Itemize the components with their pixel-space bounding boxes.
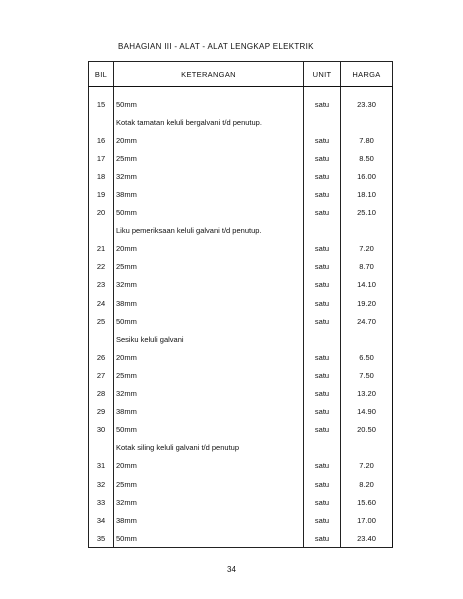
row-harga bbox=[341, 222, 393, 240]
row-bil bbox=[89, 113, 114, 131]
row-harga: 25.10 bbox=[341, 204, 393, 222]
header-keterangan: KETERANGAN bbox=[114, 62, 304, 87]
row-unit: satu bbox=[304, 131, 341, 149]
page-number: 34 bbox=[227, 565, 236, 574]
row-keterangan: 38mm bbox=[114, 511, 304, 529]
row-bil: 23 bbox=[89, 276, 114, 294]
row-harga bbox=[341, 113, 393, 131]
row-unit: satu bbox=[304, 366, 341, 384]
row-bil: 15 bbox=[89, 95, 114, 113]
row-bil: 29 bbox=[89, 403, 114, 421]
section-heading-row bbox=[89, 113, 393, 131]
row-harga bbox=[341, 330, 393, 348]
row-unit: satu bbox=[304, 312, 341, 330]
row-bil: 32 bbox=[89, 475, 114, 493]
row-keterangan: 32mm bbox=[114, 385, 304, 403]
table-row bbox=[89, 385, 393, 403]
row-keterangan: 20mm bbox=[114, 131, 304, 149]
row-harga: 14.90 bbox=[341, 403, 393, 421]
row-bil: 28 bbox=[89, 385, 114, 403]
row-keterangan: 20mm bbox=[114, 240, 304, 258]
row-bil: 24 bbox=[89, 294, 114, 312]
table-row bbox=[89, 185, 393, 203]
row-harga: 7.50 bbox=[341, 366, 393, 384]
row-keterangan: 32mm bbox=[114, 167, 304, 185]
table-body bbox=[89, 87, 393, 548]
row-unit bbox=[304, 222, 341, 240]
row-keterangan: 50mm bbox=[114, 529, 304, 548]
row-keterangan: 32mm bbox=[114, 276, 304, 294]
row-harga: 16.00 bbox=[341, 167, 393, 185]
row-harga: 17.00 bbox=[341, 511, 393, 529]
row-unit: satu bbox=[304, 348, 341, 366]
row-keterangan: 38mm bbox=[114, 185, 304, 203]
row-keterangan: 32mm bbox=[114, 493, 304, 511]
row-unit: satu bbox=[304, 403, 341, 421]
row-unit: satu bbox=[304, 475, 341, 493]
row-harga: 8.50 bbox=[341, 149, 393, 167]
row-unit: satu bbox=[304, 240, 341, 258]
row-bil: 20 bbox=[89, 204, 114, 222]
row-harga: 23.40 bbox=[341, 529, 393, 548]
row-bil: 22 bbox=[89, 258, 114, 276]
table-spacer-row bbox=[89, 87, 393, 96]
row-bil: 27 bbox=[89, 366, 114, 384]
page-title: BAHAGIAN III - ALAT - ALAT LENGKAP ELEKTRIK bbox=[118, 42, 314, 51]
price-table bbox=[88, 61, 393, 548]
row-unit: satu bbox=[304, 294, 341, 312]
table-row bbox=[89, 493, 393, 511]
row-unit: satu bbox=[304, 95, 341, 113]
table-row bbox=[89, 149, 393, 167]
row-bil: 33 bbox=[89, 493, 114, 511]
row-harga: 8.20 bbox=[341, 475, 393, 493]
row-harga bbox=[341, 439, 393, 457]
section-heading-row bbox=[89, 330, 393, 348]
table-row bbox=[89, 475, 393, 493]
row-harga: 24.70 bbox=[341, 312, 393, 330]
row-harga: 13.20 bbox=[341, 385, 393, 403]
header-harga: HARGA bbox=[341, 62, 393, 87]
row-unit bbox=[304, 113, 341, 131]
table-row bbox=[89, 294, 393, 312]
row-bil: 26 bbox=[89, 348, 114, 366]
table-row bbox=[89, 276, 393, 294]
table-row bbox=[89, 403, 393, 421]
row-harga: 7.20 bbox=[341, 457, 393, 475]
row-unit: satu bbox=[304, 457, 341, 475]
row-keterangan: 25mm bbox=[114, 366, 304, 384]
row-keterangan: 20mm bbox=[114, 457, 304, 475]
row-unit: satu bbox=[304, 421, 341, 439]
row-keterangan: Sesiku keluli galvani bbox=[114, 330, 304, 348]
row-harga: 7.20 bbox=[341, 240, 393, 258]
row-bil: 17 bbox=[89, 149, 114, 167]
row-harga: 6.50 bbox=[341, 348, 393, 366]
row-unit: satu bbox=[304, 149, 341, 167]
row-bil: 30 bbox=[89, 421, 114, 439]
table-row bbox=[89, 421, 393, 439]
row-keterangan: Kotak tamatan keluli bergalvani t/d penutup. bbox=[114, 113, 304, 131]
row-bil: 16 bbox=[89, 131, 114, 149]
row-keterangan: 50mm bbox=[114, 312, 304, 330]
row-unit: satu bbox=[304, 167, 341, 185]
table-row bbox=[89, 366, 393, 384]
row-unit: satu bbox=[304, 204, 341, 222]
table-header-row bbox=[89, 62, 393, 87]
row-keterangan: 38mm bbox=[114, 294, 304, 312]
row-bil: 19 bbox=[89, 185, 114, 203]
row-keterangan: 50mm bbox=[114, 421, 304, 439]
row-bil bbox=[89, 222, 114, 240]
row-bil: 21 bbox=[89, 240, 114, 258]
table-row bbox=[89, 529, 393, 548]
section-heading-row bbox=[89, 222, 393, 240]
table-row bbox=[89, 457, 393, 475]
row-bil: 35 bbox=[89, 529, 114, 548]
row-unit: satu bbox=[304, 258, 341, 276]
row-harga: 18.10 bbox=[341, 185, 393, 203]
row-harga: 23.30 bbox=[341, 95, 393, 113]
row-harga: 15.60 bbox=[341, 493, 393, 511]
table-row bbox=[89, 258, 393, 276]
row-harga: 8.70 bbox=[341, 258, 393, 276]
row-unit: satu bbox=[304, 185, 341, 203]
row-keterangan: 25mm bbox=[114, 149, 304, 167]
row-bil: 31 bbox=[89, 457, 114, 475]
row-bil: 25 bbox=[89, 312, 114, 330]
row-keterangan: 38mm bbox=[114, 403, 304, 421]
header-bil: BIL bbox=[89, 62, 114, 87]
table-row bbox=[89, 204, 393, 222]
row-keterangan: Liku pemeriksaan keluli galvani t/d penutup. bbox=[114, 222, 304, 240]
row-unit: satu bbox=[304, 529, 341, 548]
row-unit bbox=[304, 439, 341, 457]
row-unit: satu bbox=[304, 385, 341, 403]
row-keterangan: 25mm bbox=[114, 475, 304, 493]
row-bil bbox=[89, 439, 114, 457]
table-row bbox=[89, 511, 393, 529]
table-row bbox=[89, 167, 393, 185]
row-keterangan: Kotak siling keluli galvani t/d penutup bbox=[114, 439, 304, 457]
section-heading-row bbox=[89, 439, 393, 457]
row-unit: satu bbox=[304, 511, 341, 529]
table-row bbox=[89, 240, 393, 258]
row-keterangan: 50mm bbox=[114, 204, 304, 222]
row-harga: 14.10 bbox=[341, 276, 393, 294]
row-unit bbox=[304, 330, 341, 348]
table-row bbox=[89, 348, 393, 366]
row-bil: 34 bbox=[89, 511, 114, 529]
row-harga: 20.50 bbox=[341, 421, 393, 439]
row-bil bbox=[89, 330, 114, 348]
table-row bbox=[89, 312, 393, 330]
row-unit: satu bbox=[304, 493, 341, 511]
row-keterangan: 50mm bbox=[114, 95, 304, 113]
row-unit: satu bbox=[304, 276, 341, 294]
table-row bbox=[89, 95, 393, 113]
row-bil: 18 bbox=[89, 167, 114, 185]
table-row bbox=[89, 131, 393, 149]
row-keterangan: 20mm bbox=[114, 348, 304, 366]
row-harga: 7.80 bbox=[341, 131, 393, 149]
row-harga: 19.20 bbox=[341, 294, 393, 312]
row-keterangan: 25mm bbox=[114, 258, 304, 276]
header-unit: UNIT bbox=[304, 62, 341, 87]
